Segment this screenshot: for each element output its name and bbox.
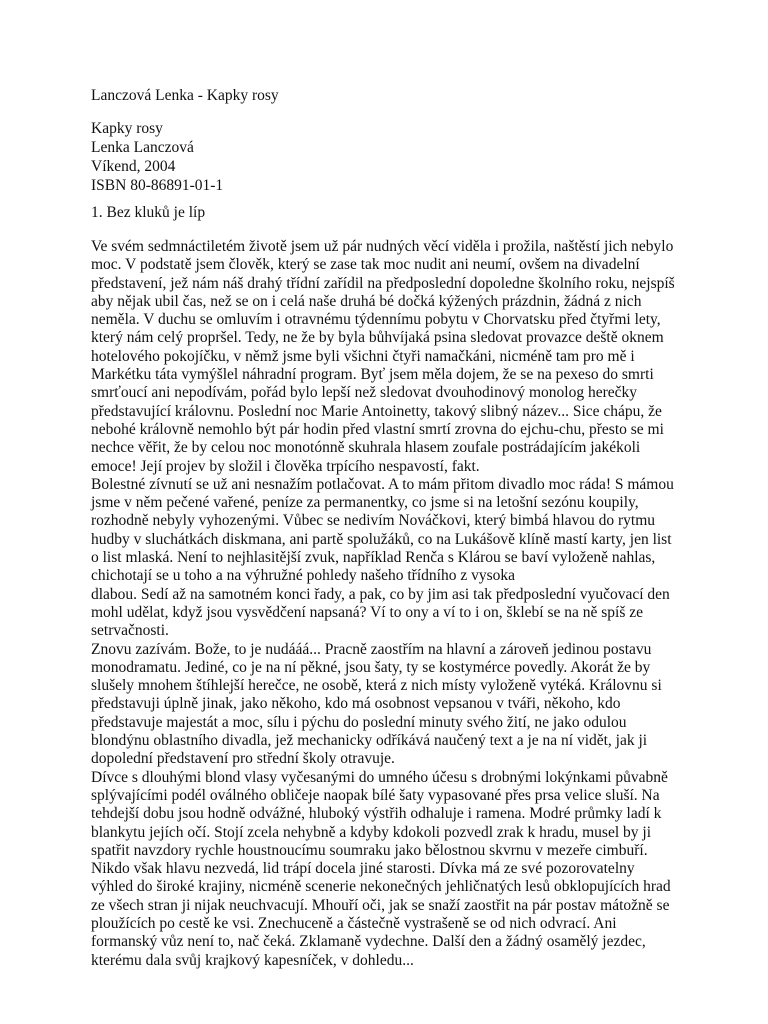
book-metadata — [91, 119, 223, 195]
text-line: monodramatu. Jediné, co je na ní pěkné, jsou šaty, ty se kostymérce povedly. Akorát že by — [91, 658, 651, 676]
text-line: představuji úplně jinak, jako někoho, kdo má osobnost vepsanou v tváři, někoho, kdo — [91, 695, 621, 713]
text-line: blondýnu oblastního divadla, jež mechanicky odříkává naučený text a je na ní vidět, jak ji — [91, 732, 648, 750]
text-line: rozhodně nebyly vyhozenými. Vůbec se nedivím Nováčkovi, který bimbá hlavou do rytmu — [91, 512, 656, 530]
text-line: výhled do široké krajiny, nicméně scenerie nekonečných jehličnatých lesů obklopujících hrad — [91, 878, 671, 896]
text-line: ploužících po cestě ke vsi. Znechuceně a částečně vystrašeně se od nich odvrací. Ani — [91, 914, 617, 932]
text-line: jsme v něm pečené vařené, peníze za permanentky, co jsme si na letošní sezónu koupily, — [91, 494, 639, 512]
text-line: aby nějak ubil čas, než se on i celá naše druhá bé dočká kýžených prázdnin, žádná z nich — [91, 292, 642, 310]
body-text — [91, 237, 681, 969]
text-line: setrvačnosti. — [91, 622, 169, 640]
text-line: Znovu zazívám. Bože, to je nudááá... Pracně zaostřím na hlavní a zároveň jedinou postavu — [91, 640, 652, 658]
text-line: formanský vůz není to, nač čeká. Zklamaně vydechne. Další den a žádný osamělý jezdec, — [91, 933, 646, 951]
text-line: Markétku táta vymýšlel náhradní program. Byť jsem měla dojem, že se na pexeso do smrti — [91, 366, 654, 384]
book-title: Kapky rosy — [91, 120, 163, 137]
text-line: Ve svém sedmnáctiletém životě jsem už pár nudných věcí viděla i prožila, naštěstí jich nebylo — [91, 238, 674, 255]
text-line: spatřit navzdory rychle houstnoucímu soumraku jako bělostnou skvrnu v mezeře cimbuří. — [91, 841, 648, 859]
text-line: Nikdo však hlavu nezvedá, lid trápí docela jiné starosti. Dívka má ze své pozorovatelny — [91, 860, 635, 878]
text-line: tehdejší dobu jsou hodně odvážné, hluboký výstřih odhaluje i ramena. Modré průmky ladí k — [91, 805, 662, 823]
text-line: představení, jež nám náš drahý třídní zařídil na předposlední dopoledne školního roku, nejspíš — [91, 274, 675, 292]
book-author: Lenka Lanczová — [91, 139, 194, 156]
text-line: kterému dala svůj krajkový kapesníček, v dohledu... — [91, 951, 414, 969]
text-line: splývajícími podél oválného obličeje naopak bílé šaty vypasované přes prsa velice sluší. Na — [91, 786, 660, 804]
text-line: emoce! Její projev by složil i člověka trpícího nespavostí, fakt. — [91, 457, 480, 475]
text-line: o list mlaská. Není to nejhlasitější zvuk, například Renča s Klárou se baví vyloženě nahlas, — [91, 549, 656, 567]
text-line: blankytu jejích očí. Stojí zcela nehybně a kdyby kdokoli pozvedl zrak k hradu, musel by ji — [91, 823, 652, 841]
book-publisher-year: Víkend, 2004 — [91, 158, 176, 175]
text-line: nebohé královně nemohlo být pár hodin před vlastní smrtí zrovna do ejchu-chu, přesto se mi — [91, 420, 664, 438]
text-line: představující královnu. Poslední noc Marie Antoinetty, takový slibný název... Sice chápu, že — [91, 402, 662, 420]
text-line: slušely mnohem štíhlejší herečce, ne osobě, která z nich místy vyloženě vytéká. Královnu si — [91, 677, 662, 695]
text-line: který nám celý propršel. Tedy, ne že by byla bůhvíjaká psina sledovat provazce deště oknem — [91, 329, 664, 347]
text-line: Dívce s dlouhými blond vlasy vyčesanými do umného účesu s drobnými lokýnkami půvabně — [91, 768, 668, 786]
text-line: neměla. V duchu se omluvím i otravnému týdennímu pobytu v Chorvatsku před čtyřmi lety, — [91, 311, 661, 329]
text-line: Bolestné zívnutí se už ani nesnažím potlačovat. A to mám přitom divadlo moc ráda! S mámou — [91, 475, 674, 493]
text-line: dopolední představení pro střední školy otravuje. — [91, 750, 395, 768]
text-line: hudby v sluchátkách diskmana, ani partě spolužáků, co na Lukášově klíně mastí karty, jen list — [91, 530, 672, 548]
text-line: představuje majestát a moc, sílu i pýchu do poslední minuty svého žití, ne jako odulou — [91, 713, 627, 731]
text-line: nechce věřit, že by celou noc monotónně skuhrala hlasem zoufale postrádajícím jakékoli — [91, 439, 641, 457]
chapter-heading: 1. Bez kluků je líp — [91, 204, 206, 221]
text-line: mohl udělat, když jsou vysvědčení napsaná? Ví to ony a ví to i on, šklebí se na ně spíš ze — [91, 603, 644, 621]
text-line: dlabou. Sedí až na samotném konci řady, a pak, co by jim asi tak předposlední vyučovací den — [91, 585, 670, 603]
text-line: chichotají se u toho a na výhružné pohledy našeho třídního z vysoka — [91, 567, 515, 585]
text-line: moc. V podstatě jsem člověk, který se zase tak moc nudit ani neumí, ovšem na divadelní — [91, 256, 640, 274]
document-header-title: Lanczová Lenka - Kapky rosy — [91, 87, 279, 104]
text-line: hotelového pokojíčku, v němž jsme byli všichni čtyři namačkáni, nicméně tam pro mě i — [91, 347, 635, 365]
text-line: ze všech stran ji nijak neuchvacují. Mhouří oči, jak se snaží zaostřit na pár postav mátožně se — [91, 896, 670, 914]
book-isbn: ISBN 80-86891-01-1 — [91, 177, 224, 194]
text-line: smrťoucí ani nepodívám, pořád bylo lepší než sledovat dvouhodinový monolog herečky — [91, 384, 637, 402]
